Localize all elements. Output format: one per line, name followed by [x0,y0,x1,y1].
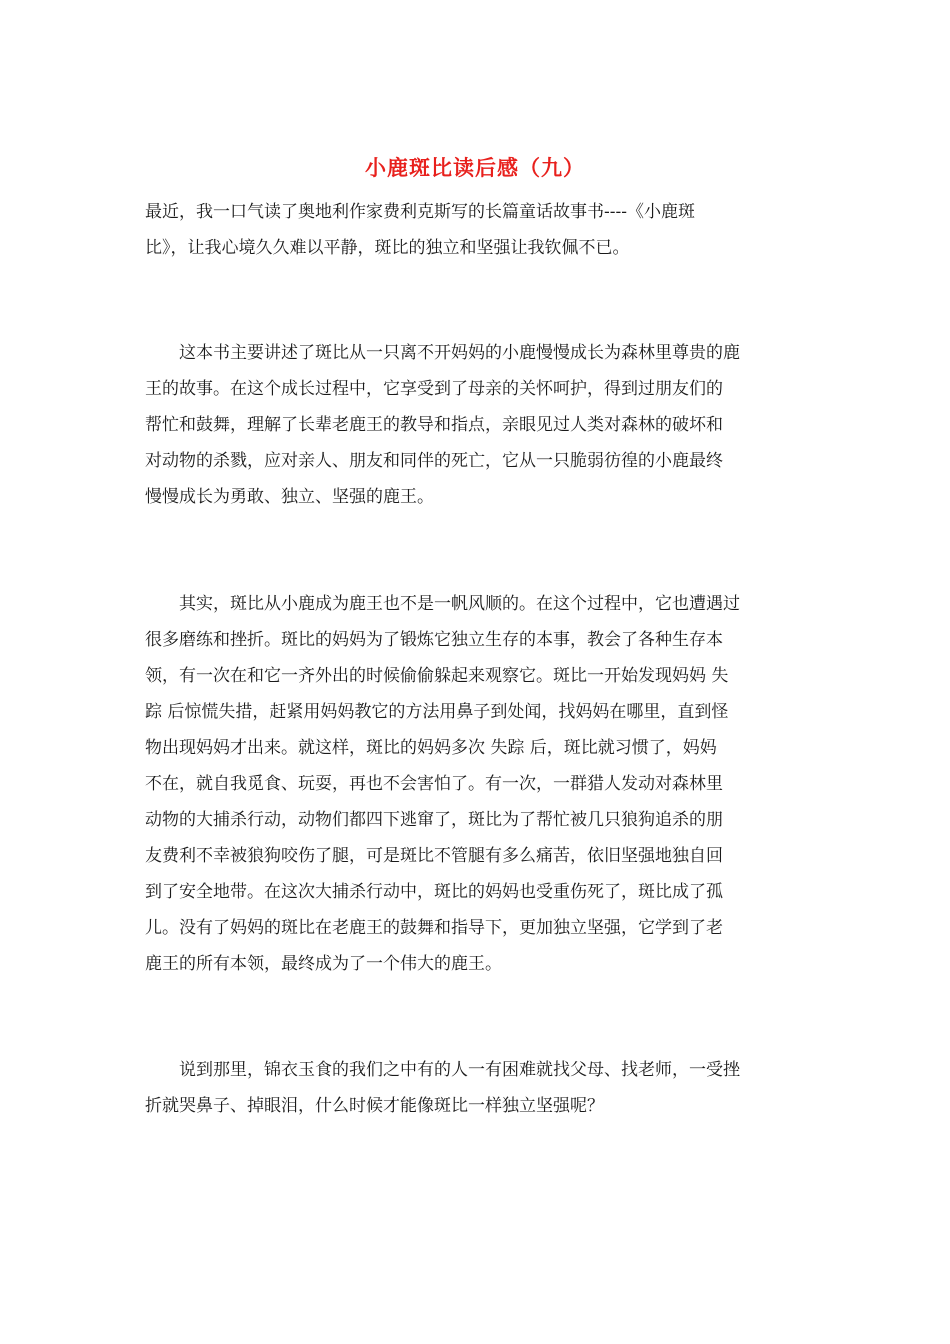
paragraph-2-line-1: 这本书主要讲述了斑比从一只离不开妈妈的小鹿慢慢成长为森林里尊贵的鹿 [145,343,740,363]
paragraph-3-line-7: 动物的大捕杀行动，动物们都四下逃窜了，斑比为了帮忙被几只狼狗追杀的朋 [145,810,723,830]
paragraph-3-line-6: 不在，就自我觅食、玩耍，再也不会害怕了。有一次，一群猎人发动对森林里 [145,774,723,794]
paragraph-3-line-1: 其实，斑比从小鹿成为鹿王也不是一帆风顺的。在这个过程中，它也遭遇过 [145,594,740,614]
paragraph-2-line-3: 帮忙和鼓舞，理解了长辈老鹿王的教导和指点，亲眼见过人类对森林的破坏和 [145,415,723,435]
paragraph-2-line-5: 慢慢成长为勇敢、独立、坚强的鹿王。 [145,487,434,507]
paragraph-1-line-1: 最近，我一口气读了奥地利作家费利克斯写的长篇童话故事书----《小鹿斑 [145,202,695,222]
paragraph-2-line-2: 王的故事。在这个成长过程中，它享受到了母亲的关怀呵护，得到过朋友们的 [145,379,723,399]
paragraph-3-line-8: 友费利不幸被狼狗咬伤了腿，可是斑比不管腿有多么痛苦，依旧坚强地独自回 [145,846,723,866]
document-title: 小鹿斑比读后感（九） [365,155,585,180]
paragraph-3-line-11: 鹿王的所有本领，最终成为了一个伟大的鹿王。 [145,954,502,974]
paragraph-3-line-3: 领，有一次在和它一齐外出的时候偷偷躲起来观察它。斑比一开始发现妈妈 失 [145,666,729,686]
paragraph-3-line-10: 儿。没有了妈妈的斑比在老鹿王的鼓舞和指导下，更加独立坚强，它学到了老 [145,918,723,938]
paragraph-4-line-1: 说到那里，锦衣玉食的我们之中有的人一有困难就找父母、找老师，一受挫 [145,1060,740,1080]
paragraph-1-line-2: 比》，让我心境久久难以平静，斑比的独立和坚强让我钦佩不已。 [145,238,630,258]
paragraph-3-line-9: 到了安全地带。在这次大捕杀行动中，斑比的妈妈也受重伤死了，斑比成了孤 [145,882,723,902]
paragraph-3-line-5: 物出现妈妈才出来。就这样，斑比的妈妈多次 失踪 后，斑比就习惯了，妈妈 [145,738,717,758]
paragraph-4-line-2: 折就哭鼻子、掉眼泪，什么时候才能像斑比一样独立坚强呢？ [145,1096,604,1116]
paragraph-3-line-2: 很多磨练和挫折。斑比的妈妈为了锻炼它独立生存的本事，教会了各种生存本 [145,630,723,650]
paragraph-2-line-4: 对动物的杀戮，应对亲人、朋友和同伴的死亡，它从一只脆弱彷徨的小鹿最终 [145,451,723,471]
paragraph-3-line-4: 踪 后惊慌失措，赶紧用妈妈教它的方法用鼻子到处闻，找妈妈在哪里，直到怪 [145,702,729,722]
